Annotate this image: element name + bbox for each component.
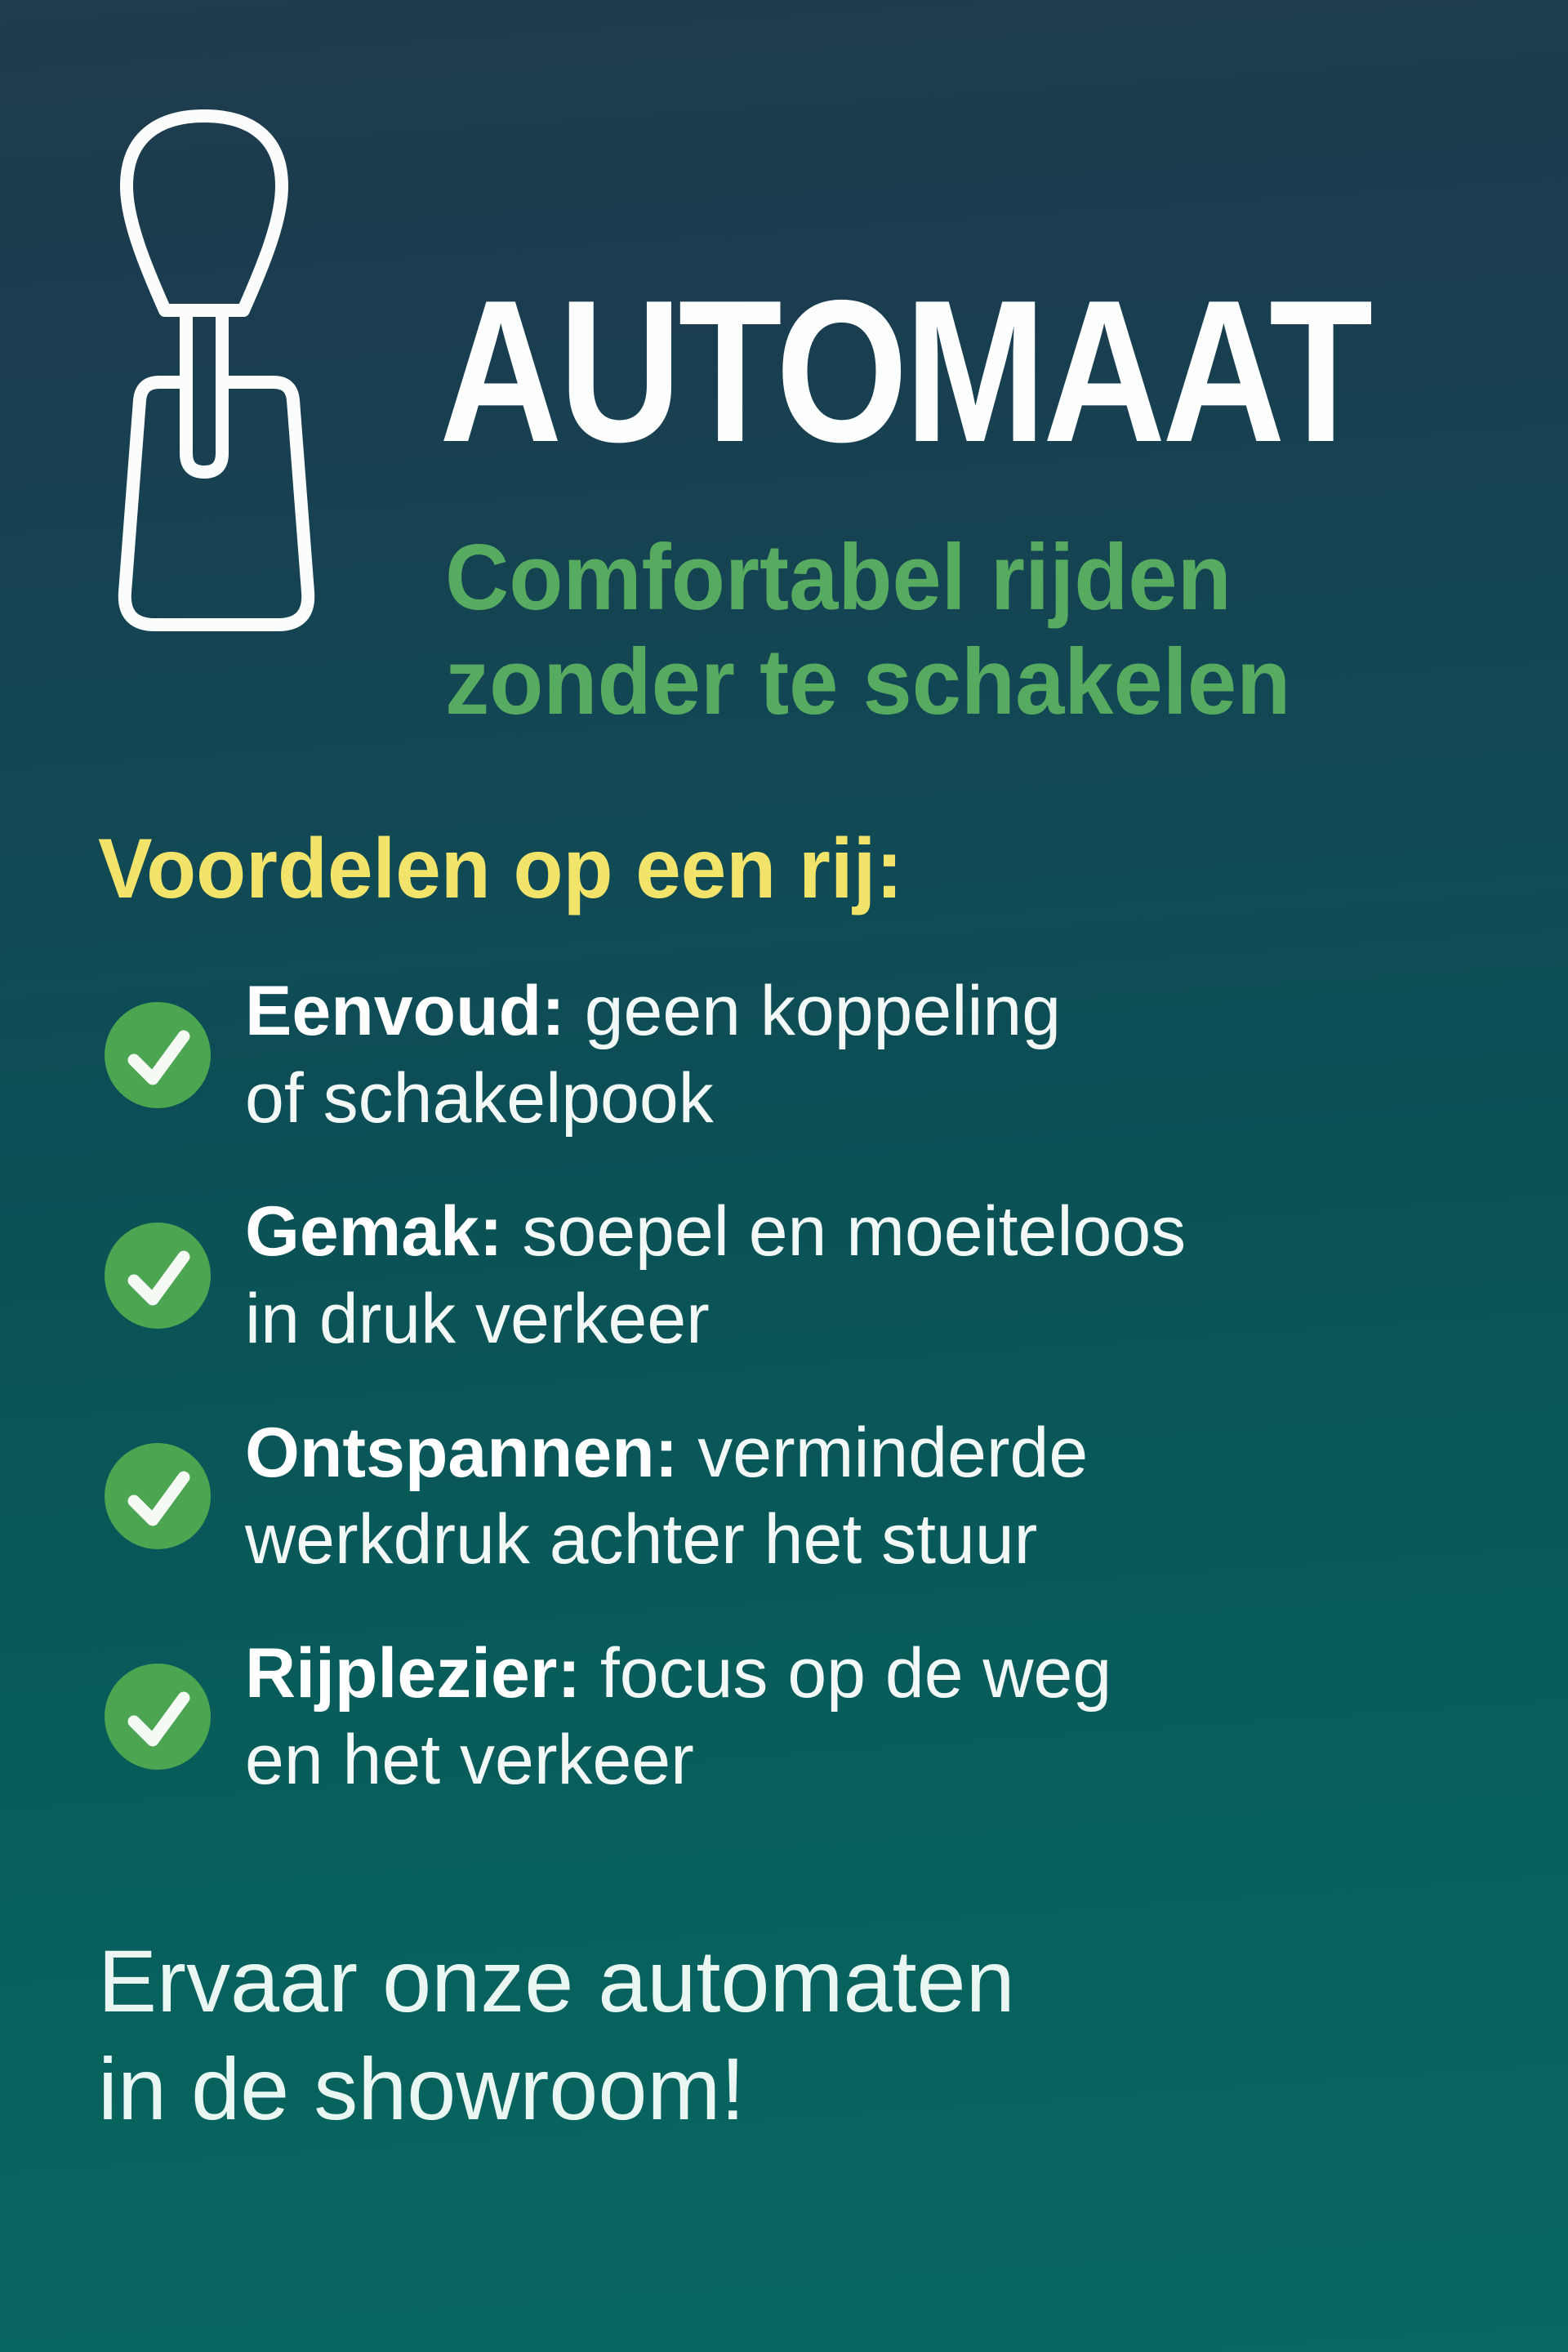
gear-shaft-shape [186, 310, 222, 472]
subtitle-line1: Comfortabel rijden [445, 526, 1232, 630]
benefit-line2: in druk verkeer [245, 1279, 710, 1358]
benefit-text [245, 1410, 1088, 1584]
benefit-line2: of schakelpook [245, 1058, 714, 1138]
benefit-text [245, 1188, 1186, 1362]
benefit-item-ontspannen [105, 1410, 1186, 1584]
benefits-heading: Voordelen op een rij: [98, 822, 903, 916]
subtitle [445, 526, 1290, 734]
benefit-line1 [245, 1630, 1111, 1717]
benefit-rest: focus op de weg [580, 1633, 1112, 1713]
footer-line2: in de showroom! [98, 2038, 746, 2138]
benefit-rest: soepel en moeiteloos [502, 1192, 1187, 1272]
benefit-line1 [245, 968, 1061, 1055]
checkmark-circle-icon [105, 1443, 211, 1549]
benefit-line2: en het verkeer [245, 1721, 694, 1800]
benefit-rest: verminderde [678, 1413, 1089, 1492]
checkmark-circle-icon [105, 1002, 211, 1108]
footer-line1: Ervaar onze automaten [98, 1931, 1015, 2030]
benefit-lead: Ontspannen: [245, 1413, 679, 1492]
gear-knob-shape [127, 116, 282, 310]
benefit-lead: Gemak: [245, 1192, 503, 1272]
benefit-rest: geen koppeling [564, 972, 1062, 1050]
benefit-item-gemak [105, 1188, 1186, 1362]
benefit-lead: Eenvoud: [245, 972, 565, 1050]
benefit-line2: werkdruk achter het stuur [245, 1500, 1038, 1579]
benefit-line1 [245, 1188, 1186, 1276]
benefit-line1 [245, 1410, 1088, 1497]
footer-cta [98, 1927, 1015, 2143]
gear-shift-icon [90, 106, 343, 637]
benefit-item-eenvoud [105, 968, 1186, 1142]
checkmark-circle-icon [105, 1664, 211, 1770]
benefits-list [105, 968, 1186, 1804]
subtitle-line2: zonder te schakelen [445, 630, 1291, 734]
benefit-text [245, 968, 1061, 1142]
benefit-text [245, 1630, 1111, 1804]
page-title: AUTOMAAT [439, 257, 1370, 484]
checkmark-circle-icon [105, 1223, 211, 1329]
benefit-lead: Rijplezier: [245, 1633, 581, 1713]
benefit-item-rijplezier [105, 1630, 1186, 1804]
